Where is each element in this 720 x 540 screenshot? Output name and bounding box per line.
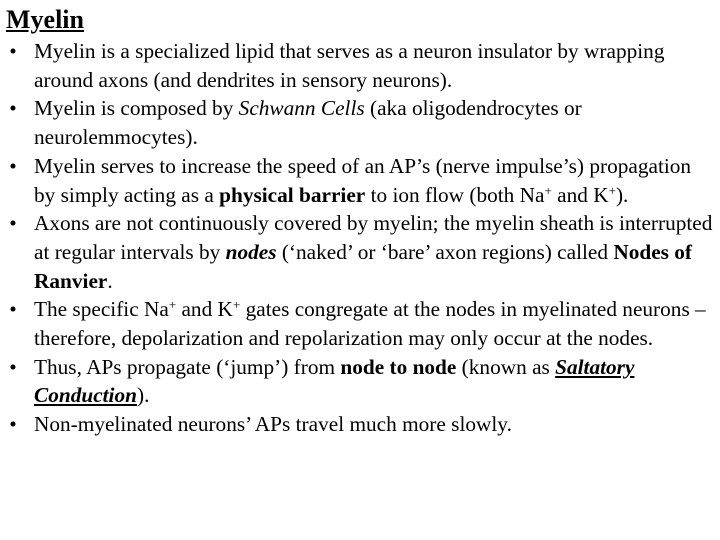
bullet-text: Axons are not continuously covered by myelin; the myelin sheath is interrupted at regular intervals by bbox=[34, 211, 713, 264]
bullet-text: (known as bbox=[456, 354, 556, 379]
bullet-text: (‘naked’ or ‘bare’ axon regions) called bbox=[276, 239, 614, 264]
emphasis-physical-barrier: physical barrier bbox=[219, 182, 366, 207]
bullet-item-4 bbox=[0, 209, 716, 295]
bullet-text: . bbox=[107, 268, 113, 293]
bullet-list bbox=[0, 37, 716, 439]
superscript-plus: + bbox=[168, 297, 177, 313]
bullet-item-7 bbox=[0, 410, 716, 439]
bullet-icon: • bbox=[9, 297, 17, 322]
bullet-icon: • bbox=[9, 39, 17, 63]
bullet-text: Non-myelinated neurons’ APs travel much more slowly. bbox=[34, 412, 512, 437]
slide-title: Myelin bbox=[6, 5, 84, 34]
bullet-icon: • bbox=[9, 354, 17, 379]
bullet-text: ). bbox=[136, 383, 150, 408]
superscript-plus: + bbox=[232, 297, 241, 313]
emphasis-node-to-node: node to node bbox=[340, 354, 457, 379]
superscript-plus: + bbox=[608, 182, 616, 198]
bullet-text: and K bbox=[176, 297, 233, 322]
bullet-text: and K bbox=[551, 182, 609, 207]
bullet-item-5 bbox=[0, 295, 716, 352]
bullet-text: Myelin serves to increase the speed of an AP’s (nerve impulse’s) propagation by simply acting as a bbox=[34, 153, 692, 207]
bullet-text: The specific Na bbox=[34, 297, 169, 322]
bullet-icon: • bbox=[9, 96, 17, 121]
bullet-text: to ion flow (both Na bbox=[365, 182, 545, 207]
bullet-icon: • bbox=[9, 211, 17, 236]
bullet-icon: • bbox=[9, 412, 17, 437]
superscript-plus: + bbox=[544, 182, 552, 198]
emphasis-schwann-cells: Schwann Cells bbox=[238, 96, 365, 121]
bullet-text: (aka oligodendrocytes or neurolemmocytes). bbox=[34, 96, 582, 150]
emphasis-nodes-of-ranvier: Nodes of Ranvier bbox=[34, 239, 693, 293]
bullet-text: Thus, APs propagate (‘jump’) from bbox=[34, 354, 341, 379]
bullet-item-2 bbox=[0, 94, 716, 151]
bullet-text: gates congregate at the nodes in myelinated neurons – therefore, depolarization and repolarization may only occur at the nodes. bbox=[34, 297, 706, 351]
bullet-icon: • bbox=[9, 153, 17, 178]
bullet-item-6 bbox=[0, 353, 716, 410]
emphasis-saltatory-conduction: Saltatory Conduction bbox=[34, 354, 635, 408]
emphasis-nodes: nodes bbox=[225, 239, 277, 264]
bullet-text: Myelin is a specialized lipid that serves as a neuron insulator by wrapping around axons (and dendrites in sensory neurons). bbox=[34, 39, 665, 92]
bullet-item-1 bbox=[0, 37, 716, 94]
bullet-item-3 bbox=[0, 152, 716, 209]
bullet-text: ). bbox=[615, 182, 629, 207]
bullet-text: Myelin is composed by bbox=[34, 96, 239, 121]
